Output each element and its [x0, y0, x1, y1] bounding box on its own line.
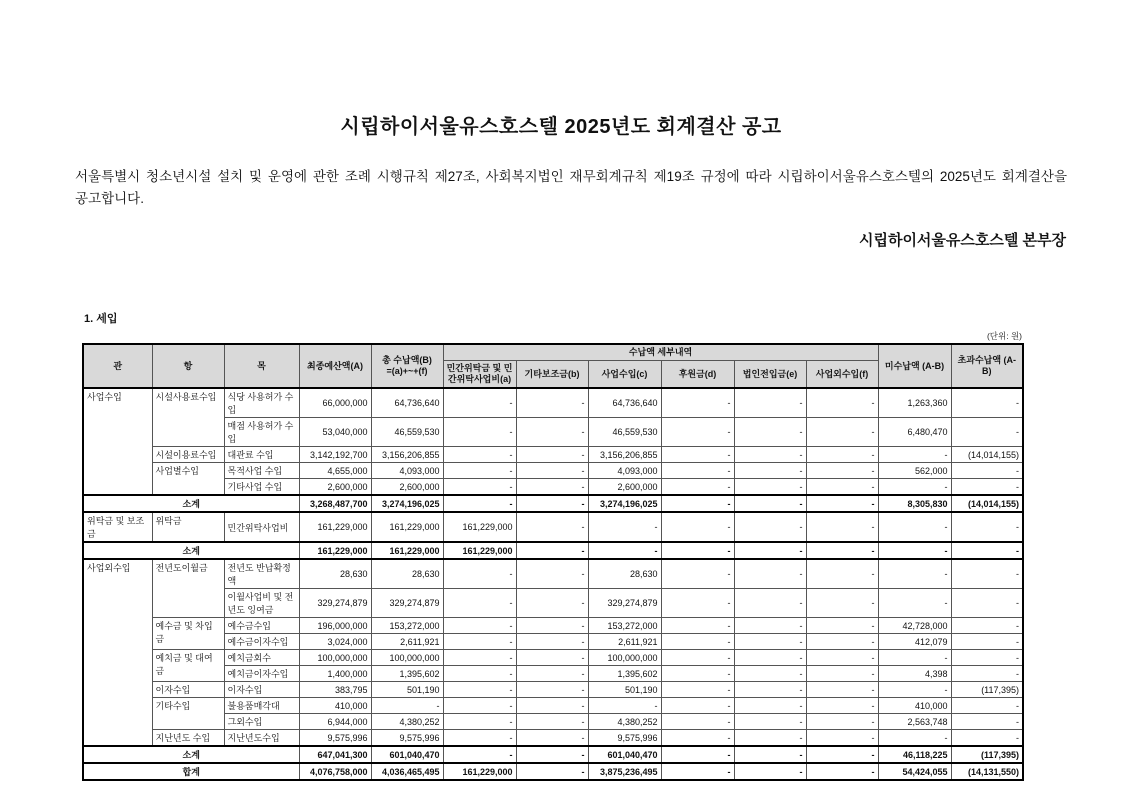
amount-cell: 66,000,000 [299, 388, 371, 418]
announcement-text: 서울특별시 청소년시설 설치 및 운영에 관한 조례 시행규칙 제27조, 사회복지법인 재무회계규칙 제19조 규정에 따라 시립하이서울유스호스텔의 2025년도 회계결산을 공고합니다. [75, 169, 1067, 206]
amount-cell: - [878, 589, 951, 618]
amount-cell: 3,156,206,855 [588, 447, 661, 463]
amount-cell: 4,093,000 [371, 463, 443, 479]
amount-cell: - [443, 463, 516, 479]
amount-cell: - [443, 418, 516, 447]
amount-cell: - [443, 698, 516, 714]
amount-cell: - [516, 542, 588, 559]
amount-cell: - [878, 682, 951, 698]
amount-cell: 161,229,000 [443, 763, 516, 780]
amount-cell: - [516, 512, 588, 542]
amount-cell: 6,480,470 [878, 418, 951, 447]
amount-cell: 501,190 [371, 682, 443, 698]
mok-cell: 전년도 반납확정액 [224, 559, 299, 589]
col-header-gwan: 관 [83, 344, 152, 388]
amount-cell: - [734, 682, 806, 698]
table-body [83, 388, 1023, 780]
amount-cell: 28,630 [588, 559, 661, 589]
mok-cell: 기타사업 수입 [224, 479, 299, 496]
amount-cell: 329,274,879 [299, 589, 371, 618]
mok-cell: 식당 사용허가 수입 [224, 388, 299, 418]
amount-cell: - [951, 618, 1023, 634]
amount-cell: - [806, 682, 878, 698]
amount-cell: 100,000,000 [299, 650, 371, 666]
table-row [83, 559, 1023, 589]
amount-cell: - [734, 495, 806, 512]
amount-cell: 1,400,000 [299, 666, 371, 682]
amount-cell: - [806, 388, 878, 418]
amount-cell: 1,395,602 [588, 666, 661, 682]
table-row [83, 495, 1023, 512]
mok-cell: 예수금이자수입 [224, 634, 299, 650]
amount-cell: - [516, 418, 588, 447]
amount-cell: - [806, 495, 878, 512]
table-row [83, 418, 1023, 447]
amount-cell: - [806, 650, 878, 666]
mok-cell: 이월사업비 및 전년도 잉여금 [224, 589, 299, 618]
amount-cell: - [951, 559, 1023, 589]
col-header-donation: 후원금(d) [661, 361, 734, 389]
amount-cell: 1,395,602 [371, 666, 443, 682]
amount-cell: - [661, 559, 734, 589]
mok-cell: 이자수입 [224, 682, 299, 698]
amount-cell: - [951, 463, 1023, 479]
mok-cell: 예수금수입 [224, 618, 299, 634]
amount-cell: - [443, 618, 516, 634]
amount-cell: - [734, 666, 806, 682]
amount-cell: - [443, 650, 516, 666]
amount-cell: - [806, 730, 878, 747]
amount-cell: - [878, 512, 951, 542]
amount-cell: - [951, 666, 1023, 682]
amount-cell: - [878, 730, 951, 747]
amount-cell: 3,142,192,700 [299, 447, 371, 463]
table-row [83, 618, 1023, 634]
col-header-hang: 항 [152, 344, 224, 388]
amount-cell: 412,079 [878, 634, 951, 650]
amount-cell: - [516, 666, 588, 682]
table-row [83, 512, 1023, 542]
hang-cell: 기타수입 [152, 698, 224, 730]
amount-cell: 9,575,996 [371, 730, 443, 747]
amount-cell: 196,000,000 [299, 618, 371, 634]
table-row [83, 634, 1023, 650]
amount-cell: - [878, 559, 951, 589]
amount-cell: 153,272,000 [371, 618, 443, 634]
amount-cell: 647,041,300 [299, 746, 371, 763]
amount-cell: - [443, 589, 516, 618]
amount-cell: - [661, 746, 734, 763]
amount-cell: - [516, 714, 588, 730]
amount-cell: - [516, 463, 588, 479]
amount-cell: 501,190 [588, 682, 661, 698]
hang-cell: 위탁금 [152, 512, 224, 542]
amount-cell: 2,600,000 [588, 479, 661, 496]
amount-cell: - [951, 730, 1023, 747]
amount-cell: 161,229,000 [443, 542, 516, 559]
col-header-total-line1: 총 수납액(B) [382, 354, 432, 365]
row-label: 소계 [83, 542, 299, 559]
amount-cell: - [951, 634, 1023, 650]
amount-cell: - [806, 512, 878, 542]
gwan-cell: 사업수입 [83, 388, 152, 495]
mok-cell: 불용품매각대 [224, 698, 299, 714]
table-row [83, 698, 1023, 714]
table-row [83, 666, 1023, 682]
amount-cell: 3,274,196,025 [588, 495, 661, 512]
amount-cell: 161,229,000 [299, 512, 371, 542]
amount-cell: - [661, 495, 734, 512]
amount-cell: - [516, 618, 588, 634]
table-row [83, 714, 1023, 730]
amount-cell: - [661, 542, 734, 559]
col-header-entrust: 민간위탁금 및 민간위탁사업비(a) [443, 361, 516, 389]
amount-cell: - [661, 650, 734, 666]
amount-cell: (117,395) [951, 746, 1023, 763]
table-row [83, 730, 1023, 747]
amount-cell: - [806, 463, 878, 479]
amount-cell: - [661, 447, 734, 463]
amount-cell: - [734, 388, 806, 418]
amount-cell: 4,655,000 [299, 463, 371, 479]
amount-cell: 383,795 [299, 682, 371, 698]
amount-cell: 601,040,470 [371, 746, 443, 763]
amount-cell: 42,728,000 [878, 618, 951, 634]
amount-cell: 562,000 [878, 463, 951, 479]
amount-cell: 100,000,000 [371, 650, 443, 666]
table-row [83, 447, 1023, 463]
amount-cell: - [806, 418, 878, 447]
col-header-mok: 목 [224, 344, 299, 388]
amount-cell: - [734, 634, 806, 650]
amount-cell: - [661, 763, 734, 780]
amount-cell: - [806, 479, 878, 496]
signature-line: 시립하이서울유스호스텔 본부장 [858, 232, 1066, 250]
amount-cell: 64,736,640 [588, 388, 661, 418]
amount-cell: 161,229,000 [299, 542, 371, 559]
amount-cell: - [951, 698, 1023, 714]
amount-cell: - [661, 682, 734, 698]
hang-cell: 예치금 및 대여금 [152, 650, 224, 682]
amount-cell: - [588, 542, 661, 559]
amount-cell: 4,076,758,000 [299, 763, 371, 780]
table-row [83, 479, 1023, 496]
amount-cell: 153,272,000 [588, 618, 661, 634]
mok-cell: 매점 사용허가 수입 [224, 418, 299, 447]
col-header-detail-group: 수납액 세부내역 [443, 344, 878, 361]
amount-cell: 4,036,465,495 [371, 763, 443, 780]
amount-cell: - [661, 666, 734, 682]
mok-cell: 민간위탁사업비 [224, 512, 299, 542]
amount-cell: - [661, 463, 734, 479]
col-header-nonbusiness-income: 사업외수입(f) [806, 361, 878, 389]
amount-cell: (14,014,155) [951, 447, 1023, 463]
amount-cell: 329,274,879 [371, 589, 443, 618]
amount-cell: 9,575,996 [299, 730, 371, 747]
amount-cell: 9,575,996 [588, 730, 661, 747]
amount-cell: - [588, 698, 661, 714]
col-header-corp-transfer: 법인전입금(e) [734, 361, 806, 389]
amount-cell: 4,398 [878, 666, 951, 682]
col-header-other-subsidy: 기타보조금(b) [516, 361, 588, 389]
amount-cell: - [516, 589, 588, 618]
table-row [83, 746, 1023, 763]
amount-cell: - [806, 618, 878, 634]
amount-cell: - [806, 559, 878, 589]
hang-cell: 사업별수입 [152, 463, 224, 496]
amount-cell: - [661, 418, 734, 447]
col-header-business-income: 사업수입(c) [588, 361, 661, 389]
gwan-cell: 위탁금 및 보조금 [83, 512, 152, 542]
mok-cell: 목적사업 수입 [224, 463, 299, 479]
amount-cell: 54,424,055 [878, 763, 951, 780]
amount-cell: - [806, 542, 878, 559]
amount-cell: - [734, 698, 806, 714]
table-row [83, 682, 1023, 698]
amount-cell: 46,118,225 [878, 746, 951, 763]
amount-cell: - [806, 589, 878, 618]
amount-cell: 3,024,000 [299, 634, 371, 650]
amount-cell: - [951, 650, 1023, 666]
amount-cell: - [734, 447, 806, 463]
row-label: 소계 [83, 495, 299, 512]
table-row [83, 650, 1023, 666]
amount-cell: 6,944,000 [299, 714, 371, 730]
amount-cell: - [951, 388, 1023, 418]
amount-cell: 8,305,830 [878, 495, 951, 512]
amount-cell: - [443, 559, 516, 589]
amount-cell: - [443, 495, 516, 512]
amount-cell: - [806, 666, 878, 682]
table-row [83, 763, 1023, 780]
amount-cell: 2,600,000 [371, 479, 443, 496]
hang-cell: 시설이용료수입 [152, 447, 224, 463]
unit-label: (단위: 원) [986, 331, 1022, 342]
amount-cell: 3,268,487,700 [299, 495, 371, 512]
amount-cell: - [878, 542, 951, 559]
amount-cell: - [443, 447, 516, 463]
amount-cell: - [516, 447, 588, 463]
hang-cell: 예수금 및 차입금 [152, 618, 224, 650]
amount-cell: 161,229,000 [371, 542, 443, 559]
gwan-cell: 사업외수입 [83, 559, 152, 746]
amount-cell: 4,093,000 [588, 463, 661, 479]
amount-cell: - [516, 682, 588, 698]
amount-cell: - [734, 730, 806, 747]
amount-cell: - [516, 479, 588, 496]
amount-cell: - [878, 479, 951, 496]
amount-cell: 2,600,000 [299, 479, 371, 496]
amount-cell: - [734, 746, 806, 763]
hang-cell: 이자수입 [152, 682, 224, 698]
amount-cell: 161,229,000 [371, 512, 443, 542]
amount-cell: 2,563,748 [878, 714, 951, 730]
amount-cell: - [516, 763, 588, 780]
mok-cell: 예치금회수 [224, 650, 299, 666]
amount-cell: - [806, 763, 878, 780]
col-header-unreceived: 미수납액 (A-B) [878, 344, 951, 388]
amount-cell: 329,274,879 [588, 589, 661, 618]
amount-cell: - [734, 618, 806, 634]
amount-cell: 4,380,252 [588, 714, 661, 730]
col-header-total-line2: =(a)+~+(f) [386, 366, 428, 377]
col-header-excess: 초과수납액 (A-B) [951, 344, 1023, 388]
amount-cell: - [951, 542, 1023, 559]
col-header-budget: 최종예산액(A) [299, 344, 371, 388]
amount-cell: 64,736,640 [371, 388, 443, 418]
amount-cell: - [516, 746, 588, 763]
amount-cell: 46,559,530 [588, 418, 661, 447]
table-row [83, 589, 1023, 618]
amount-cell: - [734, 559, 806, 589]
mok-cell: 대관료 수입 [224, 447, 299, 463]
amount-cell: - [951, 714, 1023, 730]
amount-cell: - [443, 479, 516, 496]
amount-cell: - [806, 447, 878, 463]
amount-cell: - [516, 650, 588, 666]
amount-cell: - [661, 512, 734, 542]
amount-cell: 2,611,921 [588, 634, 661, 650]
amount-cell: - [878, 650, 951, 666]
amount-cell: 410,000 [299, 698, 371, 714]
amount-cell: 100,000,000 [588, 650, 661, 666]
table-row [83, 463, 1023, 479]
amount-cell: - [806, 746, 878, 763]
page-title: 시립하이서울유스호스텔 2025년도 회계결산 공고 [340, 116, 782, 138]
amount-cell: - [661, 634, 734, 650]
amount-cell: - [516, 559, 588, 589]
amount-cell: - [443, 388, 516, 418]
amount-cell: 410,000 [878, 698, 951, 714]
amount-cell: - [371, 698, 443, 714]
amount-cell: - [951, 589, 1023, 618]
amount-cell: - [661, 388, 734, 418]
amount-cell: - [734, 479, 806, 496]
amount-cell: - [734, 463, 806, 479]
amount-cell: - [443, 666, 516, 682]
section-label: 1. 세입 [84, 313, 118, 326]
hang-cell: 전년도이월금 [152, 559, 224, 618]
amount-cell: - [734, 650, 806, 666]
amount-cell: - [661, 618, 734, 634]
amount-cell: 46,559,530 [371, 418, 443, 447]
amount-cell: - [734, 418, 806, 447]
table-row [83, 542, 1023, 559]
mok-cell: 그외수입 [224, 714, 299, 730]
amount-cell: - [734, 763, 806, 780]
amount-cell: - [806, 698, 878, 714]
amount-cell: 28,630 [299, 559, 371, 589]
amount-cell: 28,630 [371, 559, 443, 589]
amount-cell: 2,611,921 [371, 634, 443, 650]
row-label: 합계 [83, 763, 299, 780]
amount-cell: - [661, 714, 734, 730]
mok-cell: 예치금이자수입 [224, 666, 299, 682]
amount-cell: - [443, 634, 516, 650]
amount-cell: (14,014,155) [951, 495, 1023, 512]
amount-cell: 3,156,206,855 [371, 447, 443, 463]
amount-cell: (14,131,550) [951, 763, 1023, 780]
amount-cell: - [734, 542, 806, 559]
amount-cell: - [588, 512, 661, 542]
amount-cell: 3,274,196,025 [371, 495, 443, 512]
header-row-group [83, 344, 1023, 361]
amount-cell: - [516, 495, 588, 512]
amount-cell: - [951, 479, 1023, 496]
amount-cell: - [443, 730, 516, 747]
col-header-total [371, 344, 443, 388]
amount-cell: - [951, 512, 1023, 542]
amount-cell: (117,395) [951, 682, 1023, 698]
table-header [83, 344, 1023, 388]
amount-cell: - [734, 512, 806, 542]
amount-cell: - [806, 634, 878, 650]
amount-cell: - [516, 730, 588, 747]
amount-cell: - [516, 698, 588, 714]
amount-cell: - [661, 730, 734, 747]
amount-cell: - [661, 698, 734, 714]
amount-cell: - [806, 714, 878, 730]
amount-cell: - [443, 714, 516, 730]
amount-cell: - [516, 388, 588, 418]
amount-cell: - [951, 418, 1023, 447]
amount-cell: - [443, 746, 516, 763]
table-row [83, 388, 1023, 418]
hang-cell: 지난년도 수입 [152, 730, 224, 747]
mok-cell: 지난년도수입 [224, 730, 299, 747]
amount-cell: - [516, 634, 588, 650]
amount-cell: 601,040,470 [588, 746, 661, 763]
hang-cell: 시설사용료수입 [152, 388, 224, 447]
amount-cell: - [734, 714, 806, 730]
amount-cell: 161,229,000 [443, 512, 516, 542]
amount-cell: - [443, 682, 516, 698]
amount-cell: - [661, 589, 734, 618]
amount-cell: 4,380,252 [371, 714, 443, 730]
amount-cell: 53,040,000 [299, 418, 371, 447]
amount-cell: 3,875,236,495 [588, 763, 661, 780]
amount-cell: 1,263,360 [878, 388, 951, 418]
revenue-table [82, 343, 1024, 781]
amount-cell: - [878, 447, 951, 463]
row-label: 소계 [83, 746, 299, 763]
amount-cell: - [661, 479, 734, 496]
amount-cell: - [734, 589, 806, 618]
